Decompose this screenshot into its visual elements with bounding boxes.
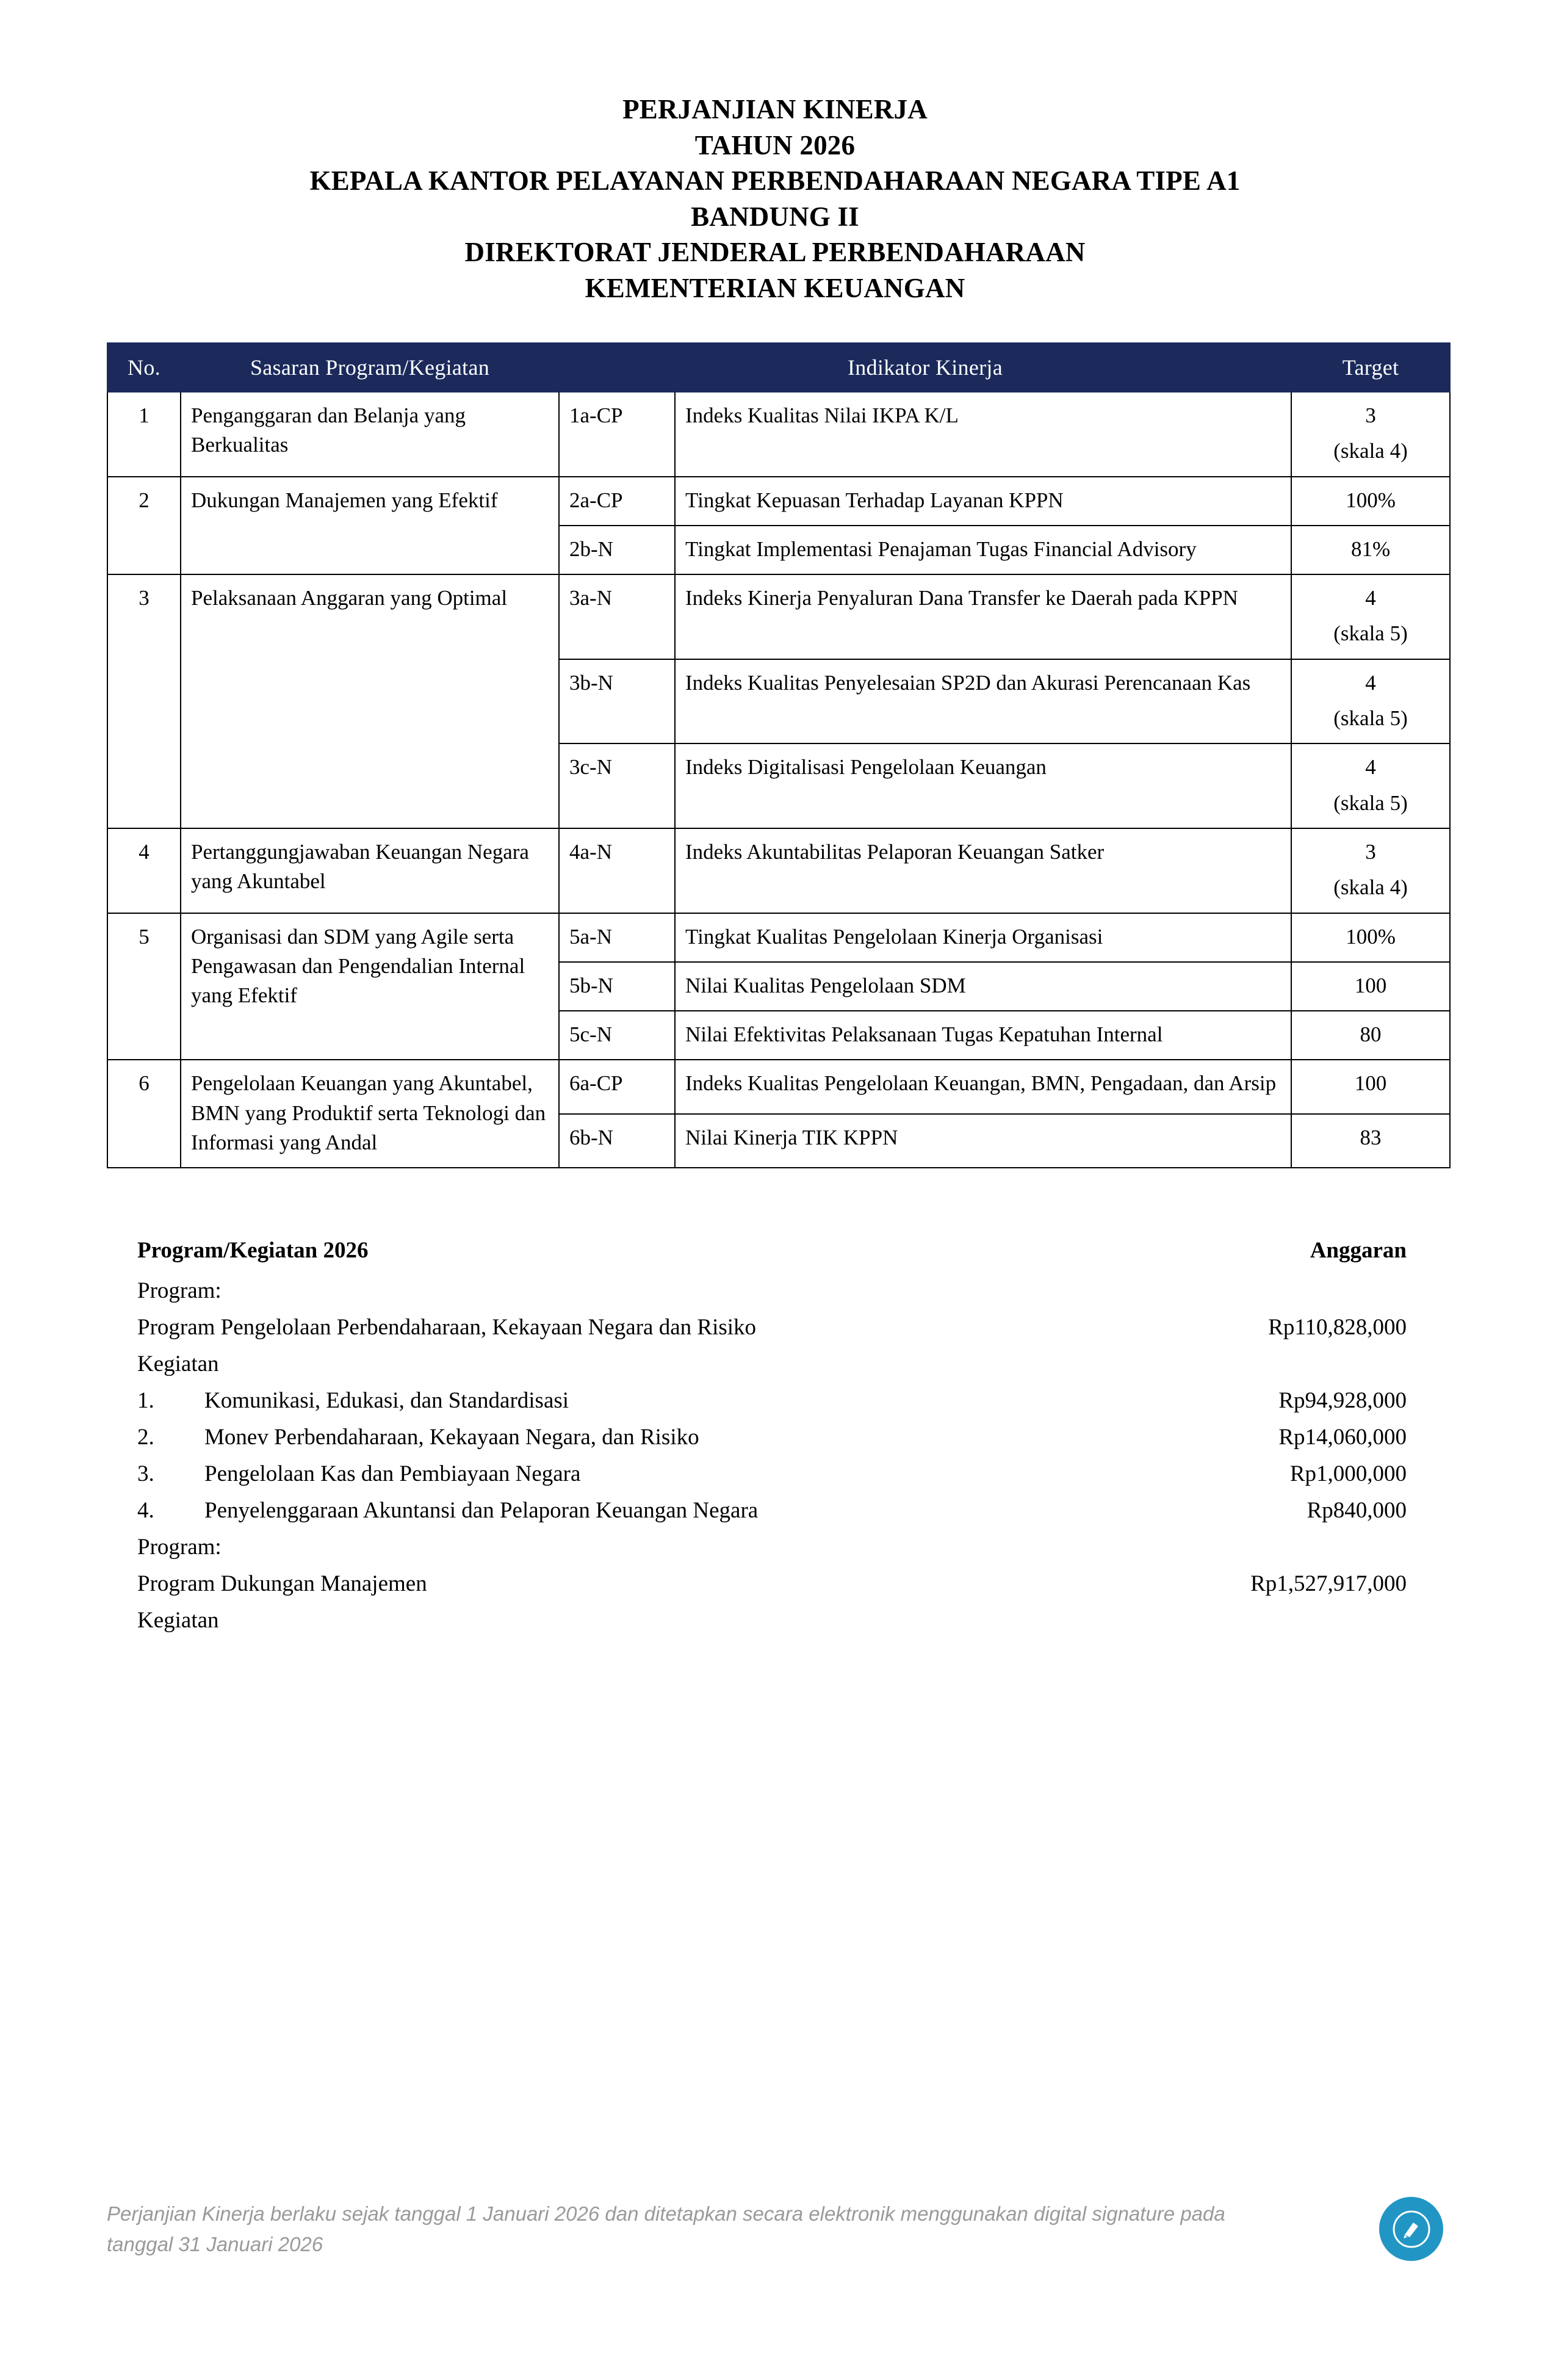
budget-line <box>137 1383 1407 1419</box>
budget-line-amount: Rp1,000,000 <box>1289 1461 1407 1486</box>
cell-target: 80 <box>1291 1011 1450 1060</box>
cell-indicator-name: Tingkat Kualitas Pengelolaan Kinerja Organisasi <box>675 913 1291 962</box>
cell-no: 1 <box>107 392 181 477</box>
budget-line-label: Kegiatan <box>137 1351 219 1377</box>
budget-line <box>137 1456 1407 1492</box>
budget-line-number: 4. <box>137 1497 154 1523</box>
table-row <box>107 392 1450 477</box>
target-value: 4 <box>1365 755 1376 779</box>
target-value: 3 <box>1365 839 1376 864</box>
cell-indicator-code: 6a-CP <box>559 1060 675 1113</box>
budget-line-amount: Rp94,928,000 <box>1278 1388 1407 1414</box>
cell-target: 100 <box>1291 1060 1450 1113</box>
cell-target: 81% <box>1291 526 1450 574</box>
budget-line <box>137 1602 1407 1639</box>
budget-line-amount: Rp840,000 <box>1307 1497 1407 1523</box>
cell-target <box>1291 659 1450 744</box>
target-value: 4 <box>1365 586 1376 610</box>
budget-line-text: Penyelenggaraan Akuntansi dan Pelaporan Keuangan Negara <box>204 1497 759 1523</box>
cell-indicator-code: 5c-N <box>559 1011 675 1060</box>
cell-target: 100% <box>1291 913 1450 962</box>
budget-line-label: Program: <box>137 1278 222 1304</box>
cell-indicator-code: 2b-N <box>559 526 675 574</box>
target-scale: (skala 5) <box>1333 706 1408 731</box>
budget-line-label: Program Dukungan Manajemen <box>137 1571 427 1596</box>
budget-line-amount: Rp14,060,000 <box>1278 1425 1407 1450</box>
budget-line-text: Monev Perbendaharaan, Kekayaan Negara, dan Risiko <box>204 1425 699 1450</box>
document-footer <box>107 2197 1443 2261</box>
cell-sasaran: Pelaksanaan Anggaran yang Optimal <box>181 574 559 828</box>
cell-indicator-name: Indeks Kualitas Penyelesaian SP2D dan Akurasi Perencanaan Kas <box>675 659 1291 744</box>
budget-line-label: Program: <box>137 1534 222 1560</box>
cell-indicator-name: Indeks Kinerja Penyaluran Dana Transfer ke Daerah pada KPPN <box>675 574 1291 659</box>
title-line-1: PERJANJIAN KINERJA <box>622 94 928 125</box>
cell-indicator-name: Indeks Akuntabilitas Pelaporan Keuangan Satker <box>675 828 1291 913</box>
cell-sasaran: Dukungan Manajemen yang Efektif <box>181 477 559 575</box>
cell-sasaran: Pengelolaan Keuangan yang Akuntabel, BMN yang Produktif serta Teknologi dan Informasi yang Andal <box>181 1060 559 1168</box>
budget-line-label: Kegiatan <box>137 1607 219 1633</box>
table-row <box>107 913 1450 962</box>
title-line-4: BANDUNG II <box>691 201 859 232</box>
cell-indicator-name: Indeks Kualitas Pengelolaan Keuangan, BMN, Pengadaan, dan Arsip <box>675 1060 1291 1113</box>
cell-no: 3 <box>107 574 181 828</box>
cell-target: 100% <box>1291 477 1450 526</box>
table-header-row <box>107 343 1450 392</box>
cell-indicator-code: 3b-N <box>559 659 675 744</box>
cell-indicator-code: 5a-N <box>559 913 675 962</box>
budget-line-number: 3. <box>137 1461 154 1486</box>
table-row <box>107 477 1450 526</box>
cell-indicator-code: 2a-CP <box>559 477 675 526</box>
cell-target <box>1291 828 1450 913</box>
footer-note: Perjanjian Kinerja berlaku sejak tanggal 1 Januari 2026 dan ditetapkan secara elektronik menggunakan digital signature pada tanggal 31 Januari 2026 <box>107 2202 1225 2255</box>
title-line-5: DIREKTORAT JENDERAL PERBENDAHARAAN <box>464 237 1086 267</box>
cell-indicator-name: Tingkat Implementasi Penajaman Tugas Financial Advisory <box>675 526 1291 574</box>
budget-line <box>137 1566 1407 1602</box>
performance-agreement-table <box>107 342 1451 1168</box>
cell-indicator-code: 1a-CP <box>559 392 675 477</box>
cell-indicator-name: Tingkat Kepuasan Terhadap Layanan KPPN <box>675 477 1291 526</box>
budget-line <box>137 1309 1407 1346</box>
budget-line <box>137 1346 1407 1383</box>
cell-indicator-code: 4a-N <box>559 828 675 913</box>
budget-heading-left: Program/Kegiatan 2026 <box>137 1238 369 1264</box>
budget-line <box>137 1492 1407 1529</box>
cell-indicator-code: 3a-N <box>559 574 675 659</box>
budget-heading-row <box>137 1232 1407 1269</box>
title-line-3: KEPALA KANTOR PELAYANAN PERBENDAHARAAN NEGARA TIPE A1 <box>309 165 1241 196</box>
table-row <box>107 828 1450 913</box>
budget-line-label <box>137 1456 580 1492</box>
column-header-sasaran: Sasaran Program/Kegiatan <box>181 343 559 392</box>
document-title <box>107 92 1443 306</box>
budget-line-text: Pengelolaan Kas dan Pembiayaan Negara <box>204 1461 581 1486</box>
target-scale: (skala 5) <box>1333 621 1408 646</box>
title-line-6: KEMENTERIAN KEUANGAN <box>585 272 965 303</box>
budget-line-label <box>137 1492 758 1529</box>
budget-line <box>137 1419 1407 1456</box>
budget-line-number: 2. <box>137 1425 154 1450</box>
cell-indicator-code: 6b-N <box>559 1114 675 1168</box>
digital-signature-seal-icon <box>1379 2197 1443 2261</box>
target-scale: (skala 5) <box>1333 790 1408 815</box>
budget-line <box>137 1529 1407 1566</box>
cell-sasaran: Pertanggungjawaban Keuangan Negara yang Akuntabel <box>181 828 559 913</box>
cell-indicator-name: Nilai Kinerja TIK KPPN <box>675 1114 1291 1168</box>
cell-indicator-name: Indeks Digitalisasi Pengelolaan Keuangan <box>675 743 1291 828</box>
cell-target: 100 <box>1291 962 1450 1011</box>
cell-indicator-name: Indeks Kualitas Nilai IKPA K/L <box>675 392 1291 477</box>
cell-no: 4 <box>107 828 181 913</box>
cell-no: 6 <box>107 1060 181 1168</box>
target-scale: (skala 4) <box>1333 439 1408 463</box>
cell-target <box>1291 574 1450 659</box>
budget-line-label: Program Pengelolaan Perbendaharaan, Kekayaan Negara dan Risiko <box>137 1315 757 1340</box>
cell-indicator-name: Nilai Kualitas Pengelolaan SDM <box>675 962 1291 1011</box>
target-scale: (skala 4) <box>1333 875 1408 900</box>
column-header-indikator: Indikator Kinerja <box>559 343 1291 392</box>
target-value: 4 <box>1365 670 1376 695</box>
budget-section <box>107 1232 1443 1638</box>
target-value: 3 <box>1365 403 1376 427</box>
cell-sasaran: Organisasi dan SDM yang Agile serta Pengawasan dan Pengendalian Internal yang Efektif <box>181 913 559 1060</box>
cell-no: 2 <box>107 477 181 575</box>
cell-sasaran: Penganggaran dan Belanja yang Berkualitas <box>181 392 559 477</box>
column-header-no: No. <box>107 343 181 392</box>
budget-line-text: Komunikasi, Edukasi, dan Standardisasi <box>204 1388 569 1414</box>
cell-indicator-name: Nilai Efektivitas Pelaksanaan Tugas Kepatuhan Internal <box>675 1011 1291 1060</box>
budget-heading-right: Anggaran <box>1310 1238 1407 1264</box>
budget-line-number: 1. <box>137 1388 154 1414</box>
cell-no: 5 <box>107 913 181 1060</box>
budget-line-amount: Rp1,527,917,000 <box>1250 1571 1407 1596</box>
budget-line <box>137 1273 1407 1309</box>
table-row <box>107 574 1450 659</box>
column-header-target: Target <box>1291 343 1450 392</box>
cell-target: 83 <box>1291 1114 1450 1168</box>
cell-indicator-code: 5b-N <box>559 962 675 1011</box>
title-line-2: TAHUN 2026 <box>694 129 856 161</box>
cell-indicator-code: 3c-N <box>559 743 675 828</box>
budget-line-label <box>137 1419 699 1456</box>
budget-line-amount: Rp110,828,000 <box>1268 1315 1407 1340</box>
cell-target <box>1291 392 1450 477</box>
cell-target <box>1291 743 1450 828</box>
budget-line-label <box>137 1383 569 1419</box>
table-row <box>107 1060 1450 1113</box>
